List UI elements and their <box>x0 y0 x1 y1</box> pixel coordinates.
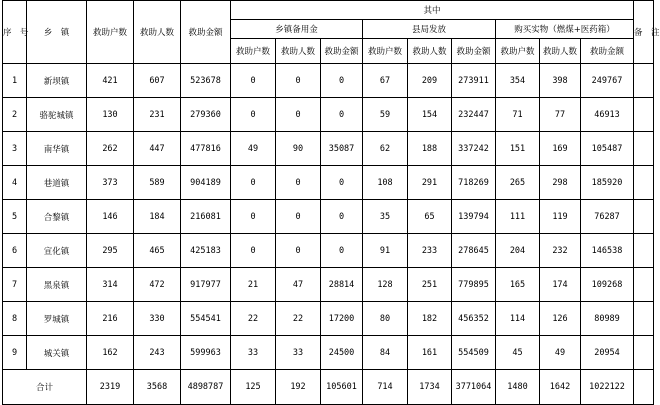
table-cell: 59 <box>363 98 408 132</box>
subheader-cell: 救助户数 <box>496 39 540 64</box>
table-row <box>3 98 654 132</box>
subheader-cell: 救助人数 <box>408 39 452 64</box>
table-cell: 554509 <box>452 336 496 370</box>
row-remark <box>634 98 654 132</box>
row-persons: 465 <box>134 234 181 268</box>
row-seq: 8 <box>3 302 27 336</box>
row-amount: 554541 <box>181 302 231 336</box>
table-cell: 67 <box>363 64 408 98</box>
table-cell: 1642 <box>540 370 581 405</box>
row-town: 巷道镇 <box>27 166 87 200</box>
row-seq: 7 <box>3 268 27 302</box>
table-cell: 169 <box>540 132 581 166</box>
table-cell: 718269 <box>452 166 496 200</box>
table-row <box>3 166 654 200</box>
table-cell: 0 <box>276 64 321 98</box>
table-cell: 456352 <box>452 302 496 336</box>
table-cell: 90 <box>276 132 321 166</box>
table-cell: 65 <box>408 200 452 234</box>
table-row <box>3 268 654 302</box>
row-households: 373 <box>87 166 134 200</box>
subheader-cell: 救助人数 <box>540 39 581 64</box>
table-cell: 91 <box>363 234 408 268</box>
subheader-cell: 救助金额 <box>321 39 363 64</box>
total-row <box>3 370 654 405</box>
subheader-cell: 救助人数 <box>276 39 321 64</box>
row-persons: 447 <box>134 132 181 166</box>
table-cell: 249767 <box>581 64 634 98</box>
table-cell: 0 <box>321 200 363 234</box>
table-cell: 233 <box>408 234 452 268</box>
table-cell: 22 <box>231 302 276 336</box>
row-remark <box>634 302 654 336</box>
row-households: 295 <box>87 234 134 268</box>
table-cell: 33 <box>276 336 321 370</box>
table-cell: 232 <box>540 234 581 268</box>
row-households: 262 <box>87 132 134 166</box>
header-group-town-reserve: 乡镇备用金 <box>231 20 363 39</box>
table-cell: 84 <box>363 336 408 370</box>
row-amount: 523678 <box>181 64 231 98</box>
table-cell: 105487 <box>581 132 634 166</box>
header-remark: 备 注 <box>634 1 654 64</box>
row-amount: 917977 <box>181 268 231 302</box>
table-cell: 22 <box>276 302 321 336</box>
table-cell: 278645 <box>452 234 496 268</box>
table-cell: 80 <box>363 302 408 336</box>
row-town: 黑泉镇 <box>27 268 87 302</box>
table-cell: 0 <box>321 98 363 132</box>
row-households: 146 <box>87 200 134 234</box>
table-cell: 398 <box>540 64 581 98</box>
table-cell: 151 <box>496 132 540 166</box>
row-households: 421 <box>87 64 134 98</box>
header-amount: 救助金额 <box>181 1 231 64</box>
table-cell: 62 <box>363 132 408 166</box>
table-cell: 1734 <box>408 370 452 405</box>
table-cell: 209 <box>408 64 452 98</box>
row-persons: 231 <box>134 98 181 132</box>
row-amount: 477816 <box>181 132 231 166</box>
row-seq: 3 <box>3 132 27 166</box>
row-town: 罗城镇 <box>27 302 87 336</box>
row-households: 162 <box>87 336 134 370</box>
header-among: 其中 <box>231 1 634 20</box>
header-persons: 救助人数 <box>134 1 181 64</box>
row-remark <box>634 268 654 302</box>
table-cell: 354 <box>496 64 540 98</box>
subheader-cell: 救助金额 <box>452 39 496 64</box>
table-cell: 0 <box>321 166 363 200</box>
row-seq: 9 <box>3 336 27 370</box>
total-amount: 4898787 <box>181 370 231 405</box>
table-row <box>3 200 654 234</box>
table-cell: 49 <box>540 336 581 370</box>
table-cell: 204 <box>496 234 540 268</box>
row-seq: 4 <box>3 166 27 200</box>
table-cell: 47 <box>276 268 321 302</box>
subheader-cell: 救助户数 <box>231 39 276 64</box>
table-cell: 80989 <box>581 302 634 336</box>
row-amount: 599963 <box>181 336 231 370</box>
table-cell: 17200 <box>321 302 363 336</box>
row-persons: 589 <box>134 166 181 200</box>
table-cell: 49 <box>231 132 276 166</box>
row-town: 宣化镇 <box>27 234 87 268</box>
row-persons: 330 <box>134 302 181 336</box>
total-remark <box>634 370 654 405</box>
table-cell: 337242 <box>452 132 496 166</box>
table-cell: 33 <box>231 336 276 370</box>
row-remark <box>634 64 654 98</box>
table-cell: 125 <box>231 370 276 405</box>
row-persons: 607 <box>134 64 181 98</box>
table-row <box>3 336 654 370</box>
row-town: 新坝镇 <box>27 64 87 98</box>
row-households: 130 <box>87 98 134 132</box>
row-remark <box>634 132 654 166</box>
row-remark <box>634 200 654 234</box>
row-seq: 1 <box>3 64 27 98</box>
table-row <box>3 132 654 166</box>
table-cell: 105601 <box>321 370 363 405</box>
row-amount: 904189 <box>181 166 231 200</box>
table-cell: 20954 <box>581 336 634 370</box>
header-town: 乡 镇 <box>27 1 87 64</box>
table-cell: 0 <box>276 200 321 234</box>
table-cell: 265 <box>496 166 540 200</box>
table-cell: 0 <box>231 64 276 98</box>
table-cell: 192 <box>276 370 321 405</box>
table-cell: 71 <box>496 98 540 132</box>
table-cell: 251 <box>408 268 452 302</box>
table-cell: 35087 <box>321 132 363 166</box>
table-cell: 1480 <box>496 370 540 405</box>
row-persons: 472 <box>134 268 181 302</box>
table-row <box>3 64 654 98</box>
table-cell: 0 <box>231 200 276 234</box>
row-remark <box>634 336 654 370</box>
table-cell: 45 <box>496 336 540 370</box>
table-cell: 779895 <box>452 268 496 302</box>
table-cell: 182 <box>408 302 452 336</box>
table-cell: 298 <box>540 166 581 200</box>
row-remark <box>634 166 654 200</box>
table-cell: 188 <box>408 132 452 166</box>
table-cell: 0 <box>276 234 321 268</box>
total-label: 合计 <box>3 370 87 405</box>
row-town: 骆驼城镇 <box>27 98 87 132</box>
row-seq: 5 <box>3 200 27 234</box>
row-households: 216 <box>87 302 134 336</box>
header-group-goods: 购买实物（燃煤+医药箱） <box>496 20 634 39</box>
table-cell: 273911 <box>452 64 496 98</box>
table-cell: 139794 <box>452 200 496 234</box>
table-cell: 126 <box>540 302 581 336</box>
table-cell: 119 <box>540 200 581 234</box>
table-row <box>3 234 654 268</box>
table-cell: 174 <box>540 268 581 302</box>
row-amount: 425183 <box>181 234 231 268</box>
row-households: 314 <box>87 268 134 302</box>
row-seq: 6 <box>3 234 27 268</box>
table-cell: 165 <box>496 268 540 302</box>
row-amount: 279360 <box>181 98 231 132</box>
table-cell: 714 <box>363 370 408 405</box>
table-cell: 185920 <box>581 166 634 200</box>
row-town: 合黎镇 <box>27 200 87 234</box>
header-households: 救助户数 <box>87 1 134 64</box>
table-cell: 291 <box>408 166 452 200</box>
table-cell: 146538 <box>581 234 634 268</box>
relief-table <box>2 0 660 405</box>
table-cell: 0 <box>231 234 276 268</box>
total-persons: 3568 <box>134 370 181 405</box>
row-town: 城关镇 <box>27 336 87 370</box>
table-cell: 1022122 <box>581 370 634 405</box>
total-households: 2319 <box>87 370 134 405</box>
table-cell: 232447 <box>452 98 496 132</box>
table-cell: 3771064 <box>452 370 496 405</box>
row-amount: 216081 <box>181 200 231 234</box>
table-cell: 0 <box>321 64 363 98</box>
subheader-cell: 救助户数 <box>363 39 408 64</box>
row-persons: 184 <box>134 200 181 234</box>
table-row <box>3 302 654 336</box>
table-cell: 0 <box>231 166 276 200</box>
header-seq: 序 号 <box>3 1 27 64</box>
table-cell: 0 <box>321 234 363 268</box>
table-cell: 35 <box>363 200 408 234</box>
table-cell: 128 <box>363 268 408 302</box>
table-cell: 154 <box>408 98 452 132</box>
table-cell: 77 <box>540 98 581 132</box>
table-cell: 114 <box>496 302 540 336</box>
row-seq: 2 <box>3 98 27 132</box>
table-cell: 161 <box>408 336 452 370</box>
row-persons: 243 <box>134 336 181 370</box>
table-cell: 24500 <box>321 336 363 370</box>
table-cell: 111 <box>496 200 540 234</box>
table-cell: 0 <box>276 98 321 132</box>
row-town: 南华镇 <box>27 132 87 166</box>
row-remark <box>634 234 654 268</box>
header-group-county: 县局发放 <box>363 20 496 39</box>
table-cell: 76287 <box>581 200 634 234</box>
table-cell: 0 <box>276 166 321 200</box>
table-cell: 108 <box>363 166 408 200</box>
table-cell: 21 <box>231 268 276 302</box>
subheader-cell: 救助金额 <box>581 39 634 64</box>
table-cell: 46913 <box>581 98 634 132</box>
table-cell: 28814 <box>321 268 363 302</box>
table-cell: 109268 <box>581 268 634 302</box>
table-cell: 0 <box>231 98 276 132</box>
